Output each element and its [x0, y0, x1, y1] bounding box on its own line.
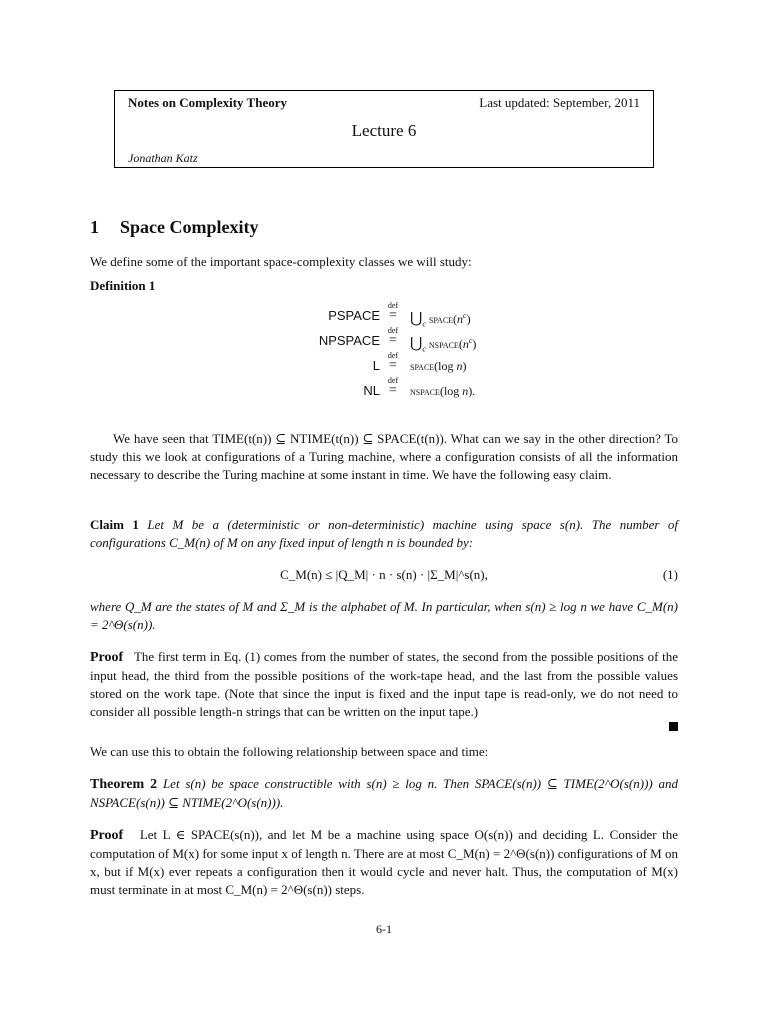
intro-paragraph: We define some of the important space-complexity classes we will study:: [90, 254, 472, 269]
proof-text: Let L ∈ SPACE(s(n)), and let M be a machine using space O(s(n)) and deciding L. Consider the computation of M(x) for some input x of length n. There are at most C_M(n) = 2^Θ(s(n)) configurations of M on x, but if M(x) ever repeats a configuration then it would cycle and never halt. Thus, the computation of M(x) must terminate in at most C_M(n) = 2^Θ(s(n)) steps.: [90, 827, 679, 897]
last-updated: Last updated: September, 2011: [479, 95, 640, 110]
def-rhs: $⋃_c$ $space(n^c)$: [410, 311, 471, 329]
equation-1: [90, 566, 678, 584]
author: Jonathan Katz: [128, 151, 198, 165]
claim-text: Let M be a (deterministic or non-deterministic) machine using space s(n). The number of configurations C_M(n) of M on any fixed input of length n is bounded by:: [90, 517, 678, 550]
qed-square: [669, 722, 678, 731]
section-title: Space Complexity: [120, 217, 259, 237]
proof-label: Proof: [90, 650, 124, 665]
def-lhs: L: [372, 358, 380, 373]
def-rhs: $⋃_c$ $nspace(n^c)$: [410, 336, 477, 354]
claim-continuation: where Q_M are the states of M and Σ_M is the alphabet of M. In particular, when s(n) ≥ log n we have C_M(n) = 2^Θ(s(n)).: [90, 599, 678, 632]
proof-label: Proof: [90, 828, 124, 843]
theorem-text: Let s(n) be space constructible with s(n) ≥ log n. Then SPACE(s(n)) ⊆ TIME(2^O(s(n))) and NSPACE(s(n)) ⊆ NTIME(2^O(s(n))).: [90, 776, 678, 810]
definition-block: [280, 301, 520, 407]
equation-number: (1): [662, 567, 678, 582]
proof-text: The first term in Eq. (1) comes from the number of states, the second from the possible positions of the input head, the third from the possible positions of the work-tape head, and the last from the possible values stored on the work tape. (Note that since the input is fixed and the input tape is read-only, we do not need to consider all possible length-n strings that can be written on the input tape.): [90, 649, 678, 719]
paragraph-space-time: We can use this to obtain the following relationship between space and time:: [90, 744, 489, 759]
definition-title: Definition 1: [90, 278, 156, 293]
section-heading: [90, 218, 259, 236]
def-lhs: NL: [363, 383, 380, 398]
course-title: Notes on Complexity Theory: [128, 95, 288, 110]
def-equals: def =: [387, 301, 399, 323]
def-row-nl: [280, 376, 520, 407]
def-rhs: space(log n): [410, 359, 467, 373]
page-number: 6-1: [376, 922, 392, 936]
def-lhs: NPSPACE: [318, 333, 380, 348]
def-equals: def =: [387, 376, 399, 398]
paragraph-configurations: We have seen that TIME(t(n)) ⊆ NTIME(t(n)) ⊆ SPACE(t(n)). What can we say in the other direction? To study this we look at configurations of a Turing machine, where a configuration consists of all the information necessary to describe the Turing machine at some instant in time. We have the following easy claim.: [90, 431, 678, 482]
section-number: 1: [90, 217, 99, 237]
proof-2: [90, 826, 678, 899]
proof-1: [90, 648, 678, 721]
equation-body: C_M(n) ≤ |Q_M| · n · s(n) · |Σ_M|^s(n),: [280, 567, 488, 582]
def-equals: def =: [387, 326, 399, 348]
theorem-2: [90, 775, 678, 812]
claim-label: Claim 1: [90, 517, 139, 532]
claim-1: [90, 516, 678, 552]
def-equals: def =: [387, 351, 399, 373]
def-rhs: nspace(log n).: [410, 384, 476, 398]
lecture-title: Lecture 6: [351, 121, 417, 140]
theorem-label: Theorem 2: [90, 777, 158, 792]
header-box: [114, 90, 654, 168]
def-lhs: PSPACE: [328, 308, 380, 323]
